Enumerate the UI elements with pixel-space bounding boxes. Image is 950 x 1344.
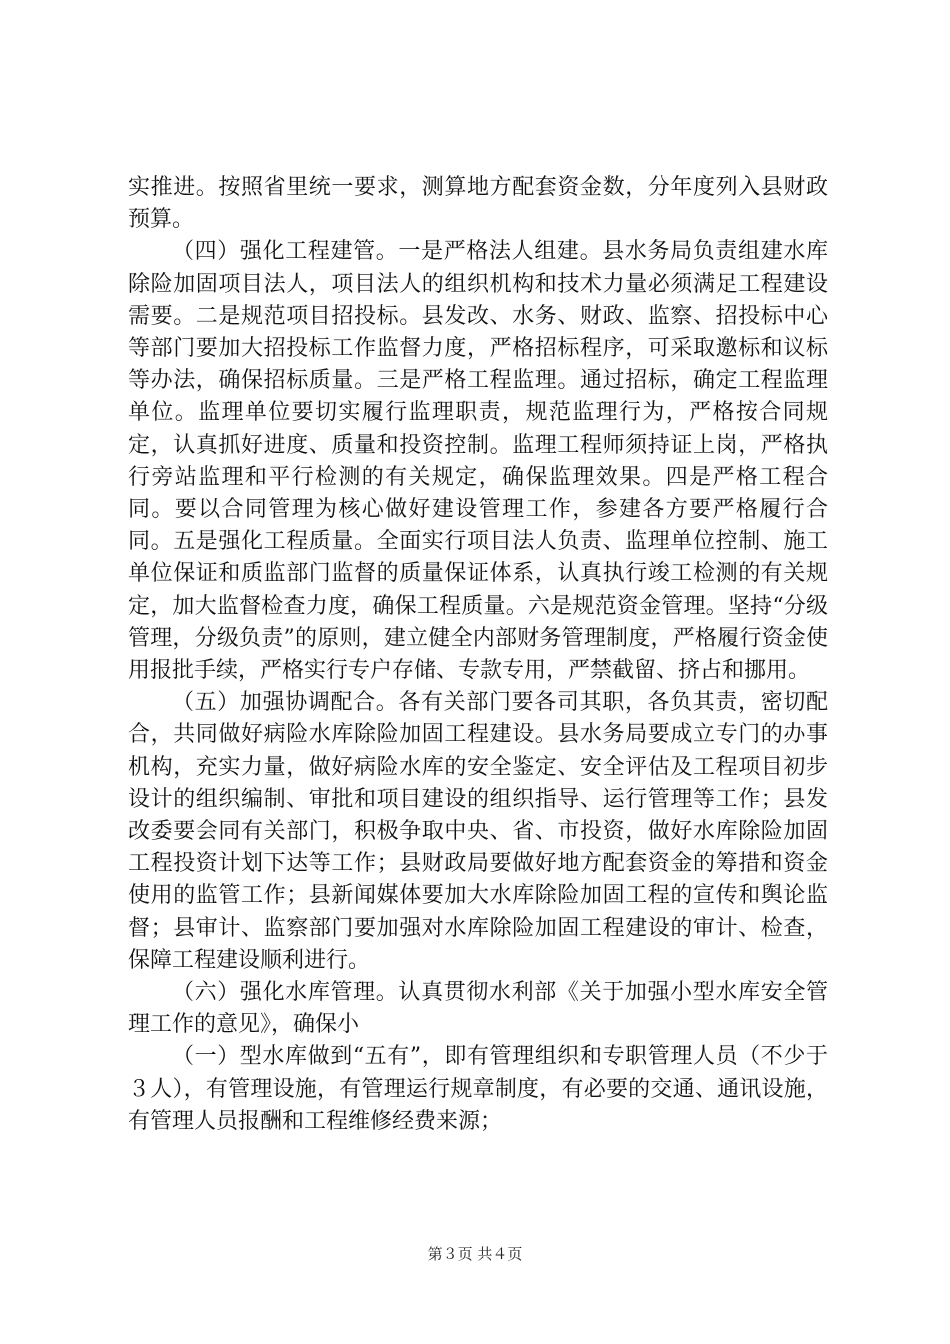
paragraph-section-6: （六）强化水库管理。认真贯彻水利部《关于加强小型水库安全管理工作的意见》，确保小 <box>128 980 828 1038</box>
document-body <box>128 172 828 1138</box>
paragraph-section-4: （四）强化工程建管。一是严格法人组建。县水务局负责组建水库除险加固项目法人，项目法人的组织机构和技术力量必须满足工程建设需要。二是规范项目招投标。县发改、水务、财政、监察、招投标中心等部门要加大招投标工作监督力度，严格招标程序，可采取邀标和议标等办法，确保招标质量。三是严格工程监理。通过招标，确定工程监理单位。监理单位要切实履行监理职责，规范监理行为，严格按合同规定，认真抓好进度、质量和投资控制。监理工程师须持证上岗，严格执行旁站监理和平行检测的有关规定，确保监理效果。四是严格工程合同。要以合同管理为核心做好建设管理工作，参建各方要严格履行合同。五是强化工程质量。全面实行项目法人负责、监理单位控制、施工单位保证和质监部门监督的质量保证体系，认真执行竣工检测的有关规定，加大监督检查力度，确保工程质量。六是规范资金管理。坚持“分级管理，分级负责”的原则，建立健全内部财务管理制度，严格履行资金使用报批手续，严格实行专户存储、专款专用，严禁截留、挤占和挪用。 <box>128 239 828 684</box>
paragraph-subsection-1: （一）型水库做到“五有”，即有管理组织和专职管理人员（不少于３人），有管理设施，有管理运行规章制度，有必要的交通、通讯设施，有管理人员报酬和工程维修经费来源； <box>128 1044 828 1134</box>
paragraph-continuation: 实推进。按照省里统一要求，测算地方配套资金数，分年度列入县财政预算。 <box>128 175 828 233</box>
paragraph-section-5: （五）加强协调配合。各有关部门要各司其职，各负其责，密切配合，共同做好病险水库除险加固工程建设。县水务局要成立专门的办事机构，充实力量，做好病险水库的安全鉴定、安全评估及工程项目初步设计的组织编制、审批和项目建设的组织指导、运行管理等工作；县发改委要会同有关部门，积极争取中央、省、市投资，做好水库除险加固工程投资计划下达等工作；县财政局要做好地方配套资金的筹措和资金使用的监管工作；县新闻媒体要加大水库除险加固工程的宣传和舆论监督；县审计、监察部门要加强对水库除险加固工程建设的审计、检查，保障工程建设顺利进行。 <box>128 690 828 973</box>
page-number-footer: 第３页 共４页 <box>427 1245 523 1263</box>
